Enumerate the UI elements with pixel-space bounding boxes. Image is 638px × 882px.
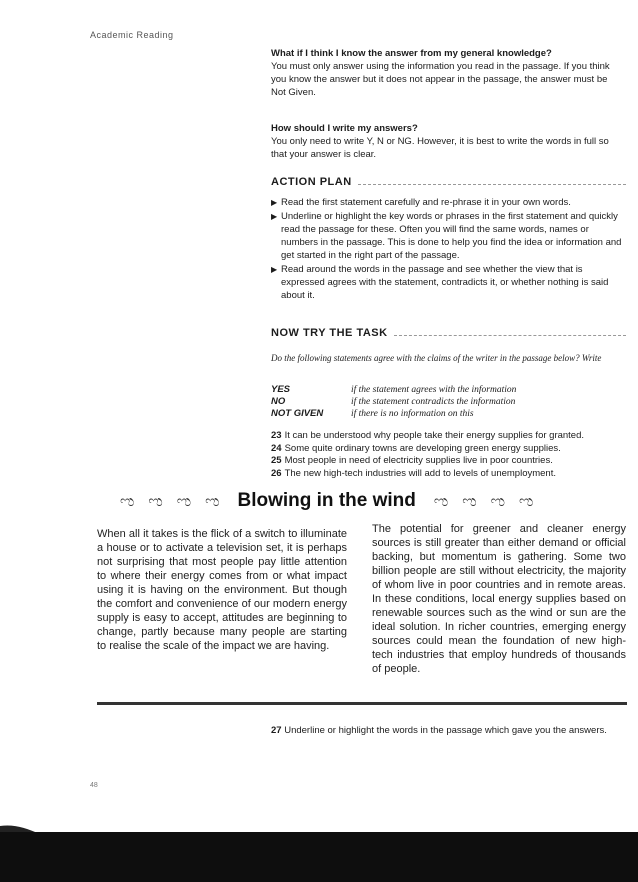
task-instruction: Do the following statements agree with the claims of the writer in the passage below? Write [271,353,602,363]
followup-text: Underline or highlight the words in the passage which gave you the answers. [284,725,607,736]
statement [271,455,631,468]
statement [271,468,631,481]
task-title: NOW TRY THE TASK [271,327,388,339]
followup-question [271,725,607,736]
list-item-text: Underline or highlight the key words or phrases in the first statement and quickly read the passage for these. Often you will find the same words, names or numbers in the passage. This is done to help you find the idea or information and get started in the right part of the passage. [281,211,622,261]
list-item [271,263,626,302]
qa-question: How should I write my answers? [271,123,418,134]
statement-list [271,430,631,480]
answer-key-row [271,408,516,420]
answer-key: NO [271,396,286,407]
bird-ornament-icon: ಌ [148,492,163,510]
answer-key-meaning: if the statement contradicts the information [351,397,516,407]
passage-divider [97,702,627,705]
statement-text: Most people in need of electricity supplies live in poor countries. [284,455,553,466]
scan-bottom-shadow [0,832,638,882]
heading-divider [358,184,626,185]
list-item [271,210,626,262]
statement-text: Some quite ordinary towns are developing green energy supplies. [284,442,561,454]
bird-ornament-icon: ಌ [519,492,534,510]
answer-key-row [271,396,516,408]
running-head: Academic Reading [90,30,174,40]
triangle-bullet-icon: ▶ [271,265,278,274]
bird-ornament-icon: ಌ [490,492,505,510]
statement-text: It can be understood why people take their energy supplies for granted. [284,430,585,441]
answer-key-meaning: if there is no information on this [351,409,474,419]
task-heading [271,327,626,339]
list-item-text: Read around the words in the passage and see whether the view that is expressed agrees with the statement, contradicts it, or whether nothing is said about it. [281,264,609,301]
page-curl-shadow [0,812,40,834]
bird-ornament-icon: ಌ [176,492,192,510]
page-number: 48 [90,782,98,789]
passage-column-right: The potential for greener and cleaner energy sources is still greater than either demand or official backing, but momentum is gathering. Some two billion people are still without electricity, the majority of whom live in poor countries and in remote areas. In these conditions, local energy supplies based on renewable sources such as the wind or sun are the ideal solution. In richer countries, emerging energy sources could mean the foundation of new high-tech industries that employ hundreds of thousands of people. [372,523,626,675]
triangle-bullet-icon: ▶ [271,198,278,207]
statement-text: The new high-tech industries will add to levels of unemployment. [284,467,556,479]
answer-key-row [271,384,516,396]
list-item [271,196,626,209]
followup-number: 27 [271,725,282,736]
bird-ornament-icon: ಌ [120,492,135,510]
statement-number: 23 [271,430,282,441]
bird-ornament-icon: ಌ [205,492,220,510]
statement-number: 24 [271,442,282,454]
answer-key-meaning: if the statement agrees with the information [351,385,517,395]
answer-key: NOT GIVEN [271,408,324,419]
qa-block-general-knowledge [271,47,621,99]
statement-number: 25 [271,455,282,466]
passage-column-left: When all it takes is the flick of a switch to illuminate a house or to activate a television set, it is perhaps not surprising that most people pay little attention to where their energy comes from or what impact using it is having on the environment. But though the comfort and convenience of our modern energy supply is easy to accept, attitudes are beginning to change, partly because many people are starting to realise the scale of the impact we are having. [97,528,347,652]
qa-answer: You must only answer using the information you read in the passage. If you think you know the answer but it does not appear in the passage, the answer must be Not Given. [271,61,610,98]
qa-answer: You only need to write Y, N or NG. However, it is best to write the words in full so that your answer is clear. [271,136,609,160]
bird-ornament-icon: ಌ [433,492,449,510]
statement [271,443,631,456]
answer-key: YES [271,384,291,395]
list-item-text: Read the first statement carefully and re-phrase it in your own words. [281,197,571,208]
statement [271,430,631,443]
passage-title-bar [120,490,620,512]
triangle-bullet-icon: ▶ [271,212,278,221]
action-plan-list [271,196,626,303]
action-plan-heading [271,176,626,188]
statement-number: 26 [271,467,282,479]
qa-block-write-answers [271,122,621,161]
action-plan-title: ACTION PLAN [271,176,352,188]
bird-ornament-icon: ಌ [462,492,477,510]
passage-title: Blowing in the wind [237,490,416,511]
answer-key-list [271,384,516,420]
heading-divider [394,335,626,336]
qa-question: What if I think I know the answer from my general knowledge? [271,48,552,59]
